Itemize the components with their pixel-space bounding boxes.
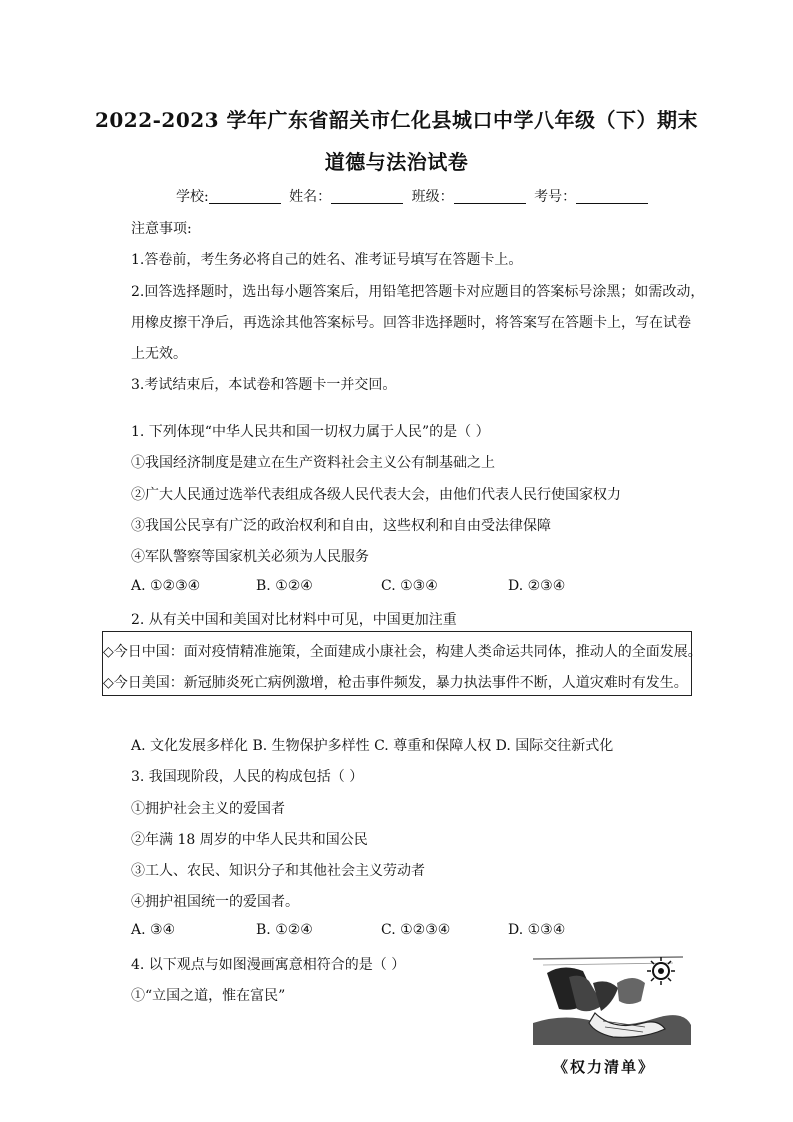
q2-stem: 2. 从有关中国和美国对比材料中可见，中国更加注重 xyxy=(131,612,457,628)
name-blank[interactable] xyxy=(331,189,403,204)
power-list-cartoon-image xyxy=(533,953,691,1045)
school-label: 学校: xyxy=(176,189,209,205)
q1-option-a[interactable]: A. ①②③④ xyxy=(131,578,201,594)
q3-statement-1: ①拥护社会主义的爱国者 xyxy=(131,801,285,817)
q2-options: A. 文化发展多样化 B. 生物保护多样性 C. 尊重和保障人权 D. 国际交往新式化 xyxy=(131,738,614,754)
q2-material-china: ◇今日中国：面对疫情精准施策，全面建成小康社会，构建人类命运共同体，推动人的全面发展。 xyxy=(103,644,702,660)
q3-stem: 3. 我国现阶段，人民的构成包括（ ） xyxy=(131,769,364,785)
class-blank[interactable] xyxy=(454,189,526,204)
q3-option-d[interactable]: D. ①③④ xyxy=(508,922,566,938)
q1-statement-2: ②广大人民通过选举代表组成各级人民代表大会，由他们代表人民行使国家权力 xyxy=(131,487,621,503)
q3-option-c[interactable]: C. ①②③④ xyxy=(381,922,451,938)
q4-stem: 4. 以下观点与如图漫画寓意相符合的是（ ） xyxy=(131,957,406,973)
school-blank[interactable] xyxy=(209,189,281,204)
notice-item-1: 1.答卷前，考生务必将自己的姓名、准考证号填写在答题卡上。 xyxy=(131,252,523,268)
paper-title-line2: 道德与法治试卷 xyxy=(324,150,469,174)
notice-item-2b: 用橡皮擦干净后，再选涂其他答案标号。回答非选择题时，将答案写在答题卡上，写在试卷 xyxy=(131,315,691,331)
q3-statement-2: ②年满 18 周岁的中华人民共和国公民 xyxy=(131,832,368,848)
class-label: 班级： xyxy=(411,189,454,205)
notice-item-3: 3.考试结束后，本试卷和答题卡一并交回。 xyxy=(131,377,397,393)
student-info-row xyxy=(176,186,652,206)
name-label: 姓名： xyxy=(289,189,332,205)
q1-statement-4: ④军队警察等国家机关必须为人民服务 xyxy=(131,549,369,565)
q3-statement-4: ④拥护祖国统一的爱国者。 xyxy=(131,894,299,910)
q1-statement-3: ③我国公民享有广泛的政治权利和自由，这些权利和自由受法律保障 xyxy=(131,518,551,534)
q3-option-b[interactable]: B. ①②④ xyxy=(256,922,313,938)
q4-statement-1: ①“立国之道，惟在富民” xyxy=(131,988,286,1004)
exam-no-blank[interactable] xyxy=(576,189,648,204)
q1-statement-1: ①我国经济制度是建立在生产资料社会主义公有制基础之上 xyxy=(131,455,495,471)
q2-material-usa: ◇今日美国：新冠肺炎死亡病例激增，枪击事件频发，暴力执法事件不断，人道灾难时有发生。 xyxy=(103,675,688,691)
cartoon-caption: 《权力清单》 xyxy=(553,1058,656,1076)
paper-title-line1: 2022-2023 学年广东省韶关市仁化县城口中学八年级（下）期末 xyxy=(94,108,699,132)
q3-statement-3: ③工人、农民、知识分子和其他社会主义劳动者 xyxy=(131,863,425,879)
q1-option-c[interactable]: C. ①③④ xyxy=(381,578,438,594)
q1-option-b[interactable]: B. ①②④ xyxy=(256,578,313,594)
exam-no-label: 考号： xyxy=(534,189,577,205)
notice-item-2a: 2.回答选择题时，选出每小题答案后，用铅笔把答题卡对应题目的答案标号涂黑；如需改动， xyxy=(131,284,705,300)
q2-material-box xyxy=(102,631,702,696)
q1-option-d[interactable]: D. ②③④ xyxy=(508,578,566,594)
notice-heading: 注意事项: xyxy=(131,221,192,237)
notice-item-2c: 上无效。 xyxy=(131,346,187,362)
q1-stem: 1. 下列体现“中华人民共和国一切权力属于人民”的是（ ） xyxy=(131,424,490,440)
q3-option-a[interactable]: A. ③④ xyxy=(131,922,176,938)
